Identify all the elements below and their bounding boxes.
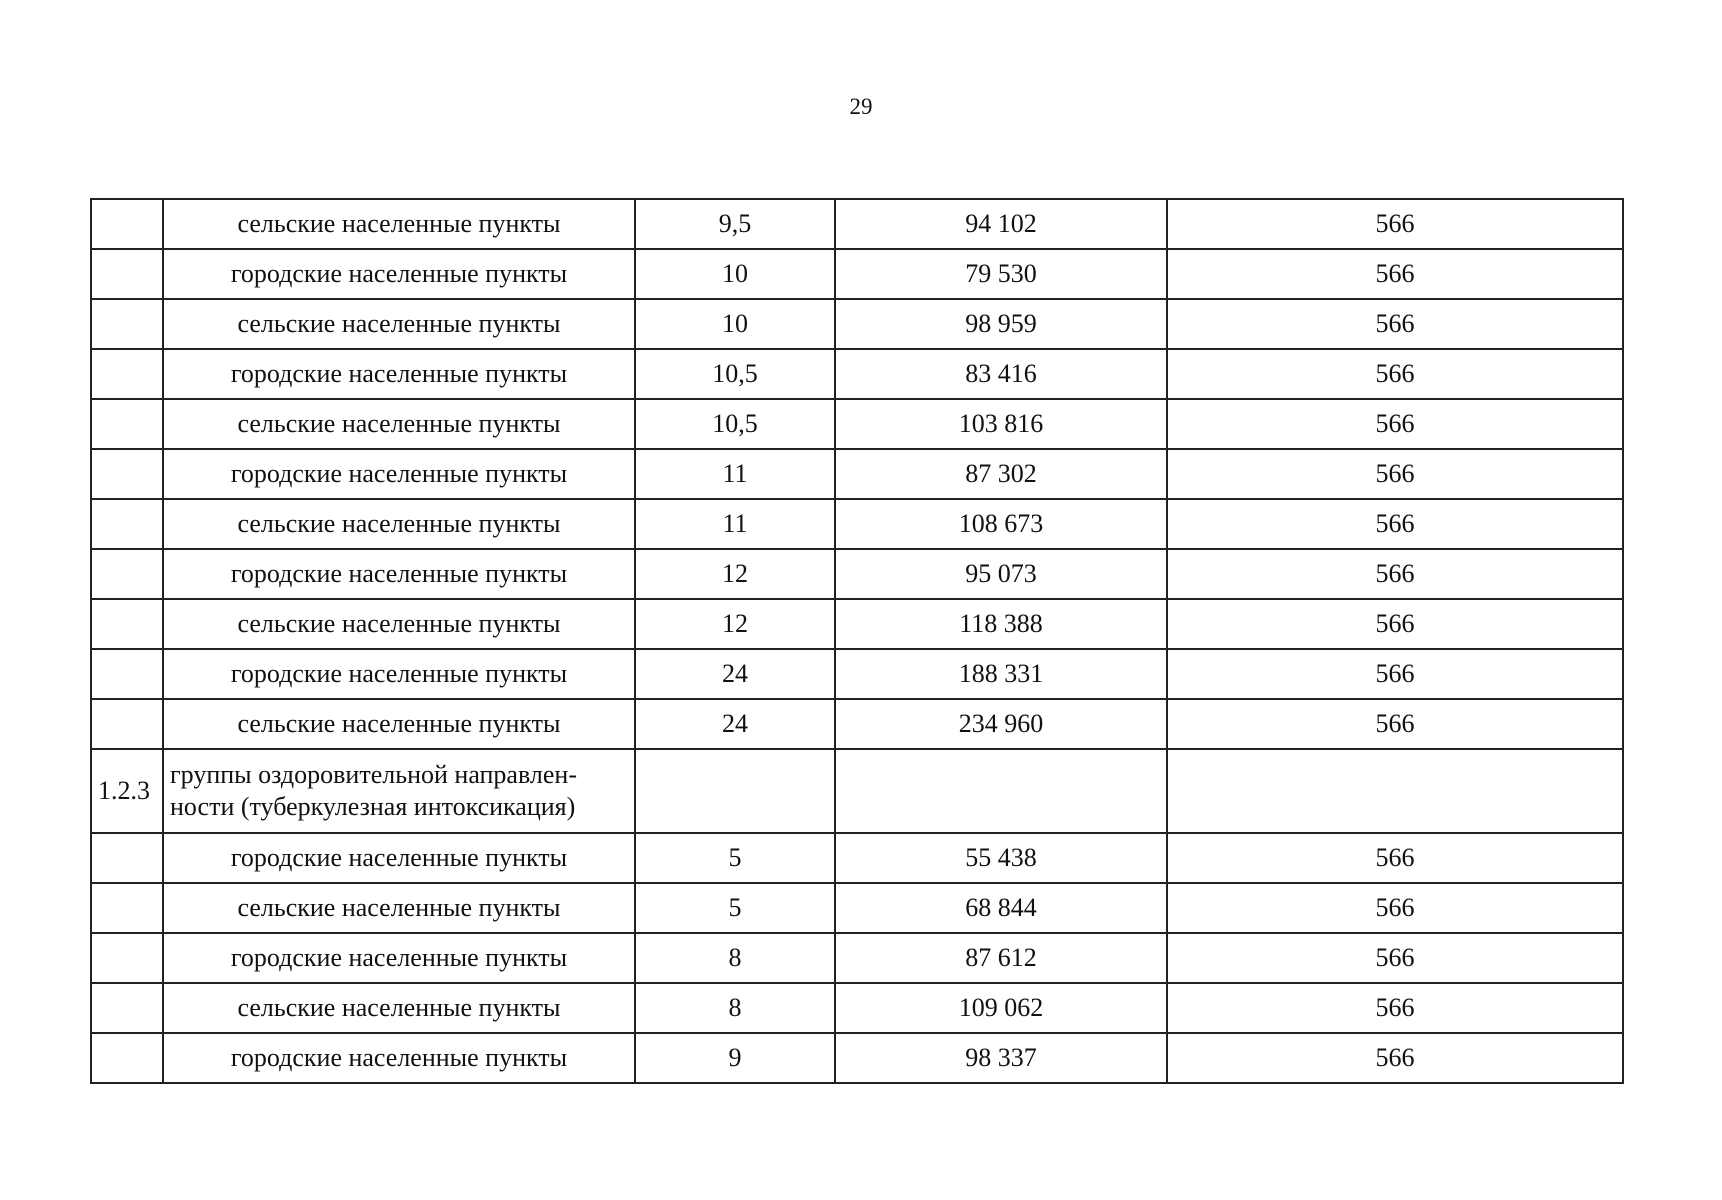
row-code	[91, 1033, 163, 1083]
row-code	[91, 699, 163, 749]
value-2: 109 062	[835, 983, 1167, 1033]
value-2: 118 388	[835, 599, 1167, 649]
value-3: 566	[1167, 599, 1623, 649]
settlement-type: городские населенные пункты	[163, 449, 635, 499]
row-code	[91, 599, 163, 649]
value-2: 94 102	[835, 199, 1167, 249]
value-2: 68 844	[835, 883, 1167, 933]
settlement-type: городские населенные пункты	[163, 933, 635, 983]
value-3: 566	[1167, 399, 1623, 449]
value-1: 9	[635, 1033, 835, 1083]
settlement-type: городские населенные пункты	[163, 549, 635, 599]
row-code	[91, 299, 163, 349]
value-3: 566	[1167, 883, 1623, 933]
value-3: 566	[1167, 349, 1623, 399]
settlement-type: городские населенные пункты	[163, 1033, 635, 1083]
row-code	[91, 933, 163, 983]
value-1: 11	[635, 499, 835, 549]
value-1: 10,5	[635, 349, 835, 399]
value-1: 10	[635, 299, 835, 349]
table-row	[91, 599, 1623, 649]
value-2: 98 959	[835, 299, 1167, 349]
value-3: 566	[1167, 933, 1623, 983]
table-row	[91, 399, 1623, 449]
table-row	[91, 699, 1623, 749]
table-row	[91, 249, 1623, 299]
table-row	[91, 549, 1623, 599]
value-1: 8	[635, 983, 835, 1033]
table-row	[91, 299, 1623, 349]
value-3: 566	[1167, 249, 1623, 299]
page-number: 29	[849, 94, 873, 119]
value-1	[635, 749, 835, 833]
value-2: 55 438	[835, 833, 1167, 883]
value-3: 566	[1167, 549, 1623, 599]
value-1: 8	[635, 933, 835, 983]
table-row	[91, 499, 1623, 549]
settlement-type: сельские населенные пункты	[163, 299, 635, 349]
settlement-type: сельские населенные пункты	[163, 499, 635, 549]
tariff-table	[90, 198, 1624, 1084]
section-row	[91, 749, 1623, 833]
row-code	[91, 883, 163, 933]
table-row	[91, 1033, 1623, 1083]
table-row	[91, 833, 1623, 883]
value-2: 98 337	[835, 1033, 1167, 1083]
value-1: 9,5	[635, 199, 835, 249]
settlement-type: сельские населенные пункты	[163, 399, 635, 449]
row-code	[91, 499, 163, 549]
value-2: 234 960	[835, 699, 1167, 749]
section-title: группы оздоровительной направлен-ности (туберкулезная интоксикация)	[163, 749, 635, 833]
table-row	[91, 883, 1623, 933]
value-3: 566	[1167, 833, 1623, 883]
section-code: 1.2.3	[91, 749, 163, 833]
value-2: 87 302	[835, 449, 1167, 499]
value-3: 566	[1167, 449, 1623, 499]
settlement-type: сельские населенные пункты	[163, 699, 635, 749]
settlement-type: городские населенные пункты	[163, 649, 635, 699]
settlement-type: сельские населенные пункты	[163, 883, 635, 933]
value-2	[835, 749, 1167, 833]
value-2: 87 612	[835, 933, 1167, 983]
value-3: 566	[1167, 649, 1623, 699]
value-3: 566	[1167, 199, 1623, 249]
value-1: 12	[635, 549, 835, 599]
table-row	[91, 449, 1623, 499]
value-2: 95 073	[835, 549, 1167, 599]
value-2: 188 331	[835, 649, 1167, 699]
value-1: 10	[635, 249, 835, 299]
settlement-type: городские населенные пункты	[163, 833, 635, 883]
value-1: 24	[635, 699, 835, 749]
value-1: 12	[635, 599, 835, 649]
row-code	[91, 449, 163, 499]
value-3: 566	[1167, 983, 1623, 1033]
row-code	[91, 249, 163, 299]
value-3: 566	[1167, 299, 1623, 349]
row-code	[91, 833, 163, 883]
value-3: 566	[1167, 1033, 1623, 1083]
settlement-type: городские населенные пункты	[163, 349, 635, 399]
settlement-type: городские населенные пункты	[163, 249, 635, 299]
value-2: 103 816	[835, 399, 1167, 449]
value-3	[1167, 749, 1623, 833]
row-code	[91, 649, 163, 699]
settlement-type: сельские населенные пункты	[163, 983, 635, 1033]
value-3: 566	[1167, 699, 1623, 749]
row-code	[91, 349, 163, 399]
value-1: 24	[635, 649, 835, 699]
value-1: 5	[635, 883, 835, 933]
row-code	[91, 983, 163, 1033]
table-row	[91, 649, 1623, 699]
row-code	[91, 399, 163, 449]
value-1: 11	[635, 449, 835, 499]
value-2: 83 416	[835, 349, 1167, 399]
settlement-type: сельские населенные пункты	[163, 599, 635, 649]
value-1: 10,5	[635, 399, 835, 449]
row-code	[91, 199, 163, 249]
table-row	[91, 983, 1623, 1033]
value-2: 108 673	[835, 499, 1167, 549]
value-3: 566	[1167, 499, 1623, 549]
table-row	[91, 933, 1623, 983]
table-row	[91, 349, 1623, 399]
value-1: 5	[635, 833, 835, 883]
value-2: 79 530	[835, 249, 1167, 299]
table-row	[91, 199, 1623, 249]
settlement-type: сельские населенные пункты	[163, 199, 635, 249]
row-code	[91, 549, 163, 599]
